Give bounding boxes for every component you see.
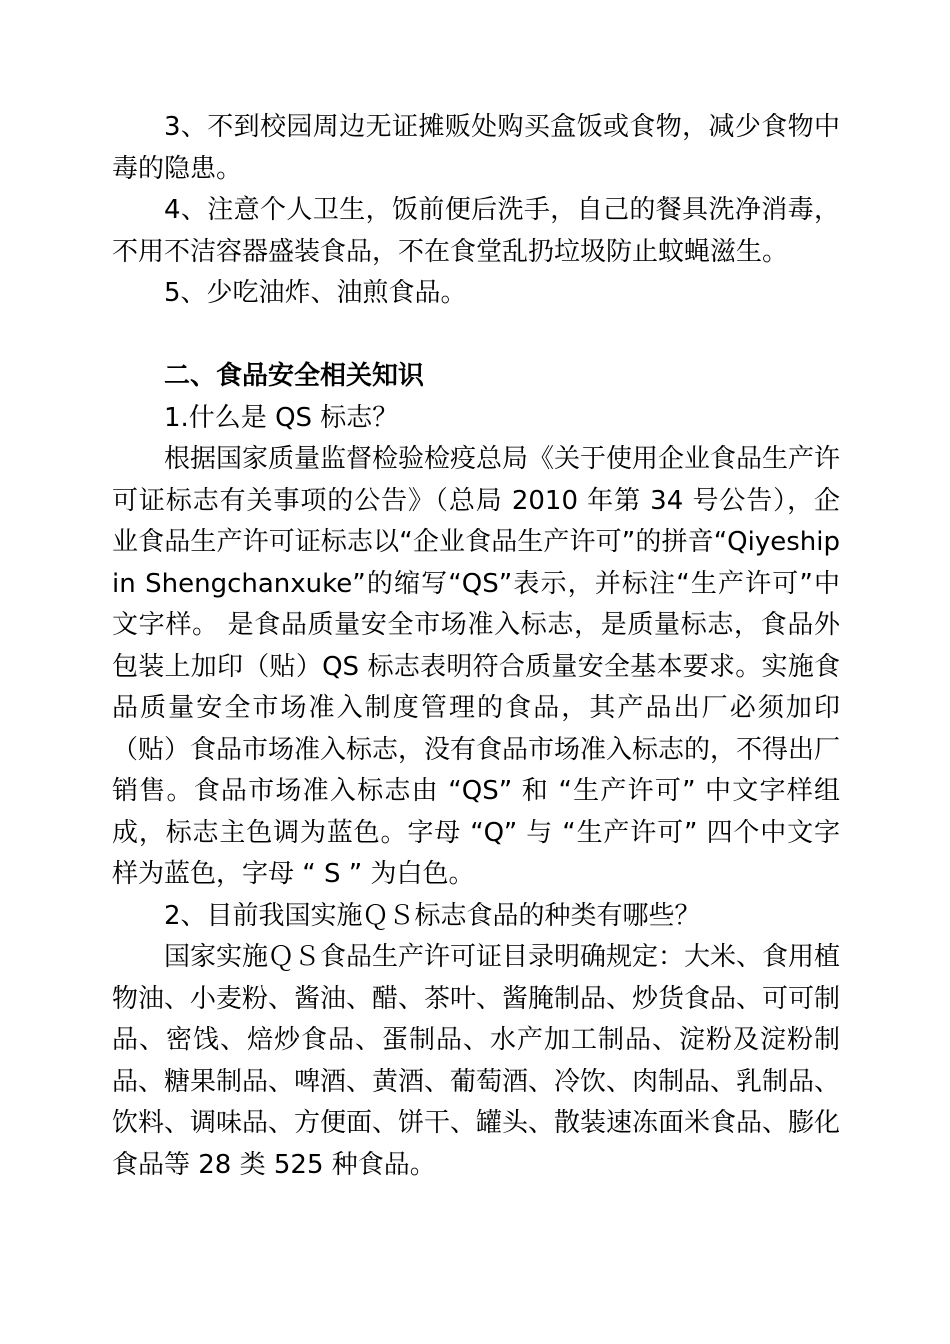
paragraph-item-5: 5、少吃油炸、油煎食品。	[164, 278, 467, 308]
section-heading: 二、食品安全相关知识	[164, 361, 425, 391]
paragraph-item-3: 3、不到校园周边无证摊贩处购买盒饭或食物，减少食物中毒的隐患。	[112, 112, 840, 184]
answer-2: 国家实施ＱＳ食品生产许可证目录明确规定：大米、食用植物油、小麦粉、酱油、醋、茶叶、酱腌制品、炒货食品、可可制品、密饯、焙炒食品、蛋制品、水产加工制品、淀粉及淀粉制品、糖果制品、啤酒、黄酒、葡萄酒、冷饮、肉制品、乳制品、饮料、调味品、方便面、饼干、罐头、散装速冻面米食品、膨化食品等 28 类 525 种食品。	[112, 942, 841, 1180]
paragraph-item-4: 4、注意个人卫生，饭前便后洗手，自己的餐具洗净消毒，不用不洁容器盛装食品，不在食堂乱扔垃圾防止蚊蝇滋生。	[112, 195, 840, 267]
document-body	[112, 107, 840, 1186]
answer-1: 根据国家质量监督检验检疫总局《关于使用企业食品生产许可证标志有关事项的公告》（总局 2010 年第 34 号公告），企业食品生产许可证标志以“企业食品生产许可”的拼音“Qiyeshipin Shengchanxuke”的缩写“QS”表示，并标注“生产许可”中文字样。 是食品质量安全市场准入标志，是质量标志，食品外包装上加印（贴）QS 标志表明符合质量安全基本要求。实施食品质量安全市场准入制度管理的食品，其产品出厂必须加印（贴）食品市场准入标志，没有食品市场准入标志的，不得出厂销售。食品市场准入标志由 “QS” 和 “生产许可” 中文字样组成，标志主色调为蓝色。字母 “Q” 与 “生产许可” 四个中文字样为蓝色，字母 “ S ” 为白色。	[112, 444, 841, 889]
question-1: 1.什么是 QS 标志？	[164, 402, 399, 433]
question-2: 2、目前我国实施ＱＳ标志食品的种类有哪些？	[164, 900, 701, 931]
